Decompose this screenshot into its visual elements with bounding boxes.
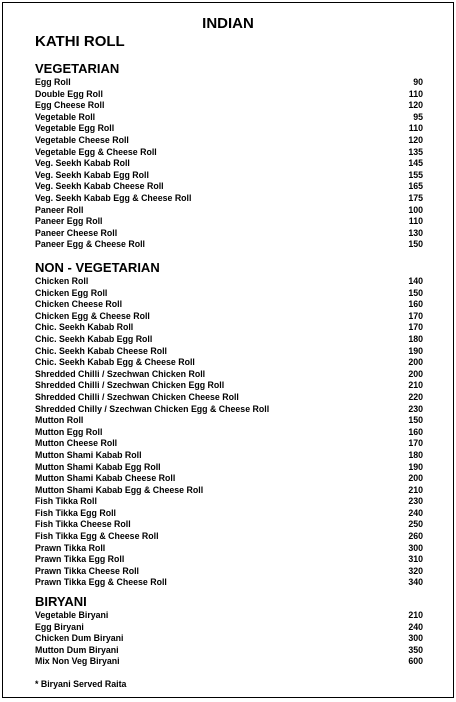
- menu-item-row: [35, 311, 423, 323]
- menu-item-row: [35, 170, 423, 182]
- item-price: 190: [408, 345, 423, 356]
- item-name: Mutton Shami Kabab Egg Roll: [35, 461, 161, 472]
- item-name: Mutton Shami Kabab Roll: [35, 449, 142, 460]
- menu-item-row: [35, 462, 423, 474]
- item-price: 250: [408, 519, 423, 530]
- item-price: 210: [408, 380, 423, 391]
- item-name: Fish Tikka Egg Roll: [35, 507, 116, 518]
- menu-item-row: [35, 135, 423, 147]
- item-price: 210: [408, 484, 423, 495]
- item-name: Paneer Egg & Cheese Roll: [35, 239, 145, 250]
- item-name: Vegetable Cheese Roll: [35, 134, 129, 145]
- item-name: Chicken Dum Biryani: [35, 633, 124, 644]
- item-price: 120: [408, 100, 423, 111]
- menu-item-row: [35, 288, 423, 300]
- menu-item-row: [35, 357, 423, 369]
- menu-item-row: [35, 450, 423, 462]
- item-name: Shredded Chilli / Szechwan Chicken Roll: [35, 368, 206, 379]
- menu-item-row: [35, 404, 423, 416]
- item-name: Shredded Chilli / Szechwan Chicken Cheese Roll: [35, 391, 239, 402]
- menu-item-row: [35, 656, 423, 668]
- item-list: [35, 610, 423, 668]
- menu-item-row: [35, 100, 423, 112]
- item-price: 200: [408, 357, 423, 368]
- item-name: Fish Tikka Cheese Roll: [35, 519, 131, 530]
- item-name: Veg. Seekh Kabab Roll: [35, 158, 130, 169]
- item-name: Egg Roll: [35, 77, 71, 87]
- item-price: 260: [408, 531, 423, 542]
- item-list: [35, 276, 423, 589]
- menu-item-row: [35, 228, 423, 240]
- item-price: 300: [408, 542, 423, 553]
- item-price: 200: [408, 368, 423, 379]
- menu-item-row: [35, 543, 423, 555]
- section-non-vegetarian: [35, 260, 423, 589]
- item-name: Vegetable Egg & Cheese Roll: [35, 146, 157, 157]
- item-price: 320: [408, 565, 423, 576]
- item-name: Mutton Shami Kabab Cheese Roll: [35, 473, 176, 484]
- menu-item-row: [35, 369, 423, 381]
- item-price: 100: [408, 204, 423, 215]
- menu-item-row: [35, 205, 423, 217]
- item-price: 150: [408, 239, 423, 250]
- item-name: Double Egg Roll: [35, 88, 103, 99]
- item-price: 180: [408, 449, 423, 460]
- item-name: Mutton Roll: [35, 415, 84, 426]
- menu-item-row: [35, 123, 423, 135]
- item-name: Vegetable Roll: [35, 111, 96, 122]
- item-name: Veg. Seekh Kabab Egg & Cheese Roll: [35, 192, 192, 203]
- item-name: Chic. Seekh Kabab Roll: [35, 322, 134, 333]
- item-name: Prawn Tikka Egg Roll: [35, 554, 125, 565]
- item-price: 140: [408, 276, 423, 286]
- section-title: NON - VEGETARIAN: [35, 260, 160, 275]
- section-title: BIRYANI: [35, 594, 87, 609]
- menu-item-row: [35, 334, 423, 346]
- item-price: 155: [408, 169, 423, 180]
- item-price: 170: [408, 310, 423, 321]
- item-price: 230: [408, 403, 423, 414]
- menu-item-row: [35, 415, 423, 427]
- menu-item-row: [35, 181, 423, 193]
- item-name: Chicken Roll: [35, 276, 89, 286]
- item-name: Vegetable Egg Roll: [35, 123, 115, 134]
- item-name: Egg Biryani: [35, 621, 84, 632]
- section-biryani: [35, 594, 423, 668]
- item-name: Chicken Egg Roll: [35, 287, 108, 298]
- item-name: Mutton Shami Kabab Egg & Cheese Roll: [35, 484, 204, 495]
- item-list: [35, 77, 423, 251]
- item-price: 150: [408, 287, 423, 298]
- item-name: Egg Cheese Roll: [35, 100, 105, 111]
- item-name: Veg. Seekh Kabab Egg Roll: [35, 169, 149, 180]
- item-name: Prawn Tikka Egg & Cheese Roll: [35, 577, 167, 588]
- item-price: 110: [408, 88, 423, 99]
- menu-item-row: [35, 531, 423, 543]
- menu-item-row: [35, 554, 423, 566]
- item-name: Chicken Cheese Roll: [35, 299, 123, 310]
- menu-item-row: [35, 633, 423, 645]
- item-price: 210: [408, 610, 423, 620]
- item-price: 90: [413, 77, 423, 87]
- menu-item-row: [35, 216, 423, 228]
- menu-item-row: [35, 473, 423, 485]
- item-price: 340: [408, 577, 423, 588]
- item-name: Paneer Roll: [35, 204, 84, 215]
- item-price: 170: [408, 322, 423, 333]
- menu-item-row: [35, 577, 423, 589]
- item-price: 170: [408, 438, 423, 449]
- item-name: Prawn Tikka Roll: [35, 542, 106, 553]
- item-price: 145: [408, 158, 423, 169]
- item-name: Paneer Cheese Roll: [35, 227, 118, 238]
- item-price: 160: [408, 299, 423, 310]
- item-price: 600: [408, 656, 423, 667]
- item-price: 200: [408, 473, 423, 484]
- item-name: Chic. Seekh Kabab Egg & Cheese Roll: [35, 357, 195, 368]
- item-name: Vegetable Biryani: [35, 610, 109, 620]
- section-title: VEGETARIAN: [35, 61, 120, 76]
- menu-item-row: [35, 427, 423, 439]
- menu-item-row: [35, 485, 423, 497]
- item-price: 240: [408, 621, 423, 632]
- item-price: 220: [408, 391, 423, 402]
- item-price: 135: [408, 146, 423, 157]
- menu-item-row: [35, 239, 423, 251]
- menu-item-row: [35, 508, 423, 520]
- page-title: INDIAN: [202, 15, 254, 32]
- item-name: Prawn Tikka Cheese Roll: [35, 565, 139, 576]
- menu-item-row: [35, 158, 423, 170]
- item-price: 165: [408, 181, 423, 192]
- menu-item-row: [35, 438, 423, 450]
- item-name: Mutton Dum Biryani: [35, 644, 119, 655]
- item-name: Chic. Seekh Kabab Cheese Roll: [35, 345, 167, 356]
- item-name: Paneer Egg Roll: [35, 216, 103, 227]
- menu-page: [2, 2, 454, 698]
- item-price: 350: [408, 644, 423, 655]
- item-name: Chic. Seekh Kabab Egg Roll: [35, 333, 153, 344]
- item-name: Mutton Cheese Roll: [35, 438, 118, 449]
- item-price: 95: [413, 111, 423, 122]
- menu-item-row: [35, 380, 423, 392]
- item-name: Mix Non Veg Biryani: [35, 656, 120, 667]
- menu-item-row: [35, 610, 423, 622]
- item-name: Fish Tikka Roll: [35, 496, 97, 507]
- menu-item-row: [35, 147, 423, 159]
- menu-item-row: [35, 193, 423, 205]
- menu-item-row: [35, 112, 423, 124]
- menu-item-row: [35, 322, 423, 334]
- menu-item-row: [35, 566, 423, 578]
- item-price: 300: [408, 633, 423, 644]
- item-price: 180: [408, 333, 423, 344]
- item-price: 130: [408, 227, 423, 238]
- menu-item-row: [35, 645, 423, 657]
- item-name: Shredded Chilli / Szechwan Chicken Egg Roll: [35, 380, 225, 391]
- menu-item-row: [35, 346, 423, 358]
- page-subtitle: KATHI ROLL: [35, 33, 125, 50]
- menu-item-row: [35, 519, 423, 531]
- item-price: 240: [408, 507, 423, 518]
- menu-item-row: [35, 89, 423, 101]
- menu-item-row: [35, 392, 423, 404]
- menu-item-row: [35, 622, 423, 634]
- item-name: Fish Tikka Egg & Cheese Roll: [35, 531, 159, 542]
- item-price: 110: [408, 123, 423, 134]
- item-price: 190: [408, 461, 423, 472]
- item-price: 110: [408, 216, 423, 227]
- menu-item-row: [35, 496, 423, 508]
- section-vegetarian: [35, 61, 423, 251]
- menu-item-row: [35, 276, 423, 288]
- item-name: Chicken Egg & Cheese Roll: [35, 310, 150, 321]
- item-price: 150: [408, 415, 423, 426]
- item-price: 160: [408, 426, 423, 437]
- footnote: * Biryani Served Raita: [35, 679, 127, 689]
- item-name: Shredded Chilly / Szechwan Chicken Egg & Cheese Roll: [35, 403, 270, 414]
- item-name: Veg. Seekh Kabab Cheese Roll: [35, 181, 164, 192]
- menu-item-row: [35, 77, 423, 89]
- item-name: Mutton Egg Roll: [35, 426, 103, 437]
- item-price: 175: [408, 192, 423, 203]
- item-price: 120: [408, 134, 423, 145]
- menu-item-row: [35, 299, 423, 311]
- item-price: 230: [408, 496, 423, 507]
- item-price: 310: [408, 554, 423, 565]
